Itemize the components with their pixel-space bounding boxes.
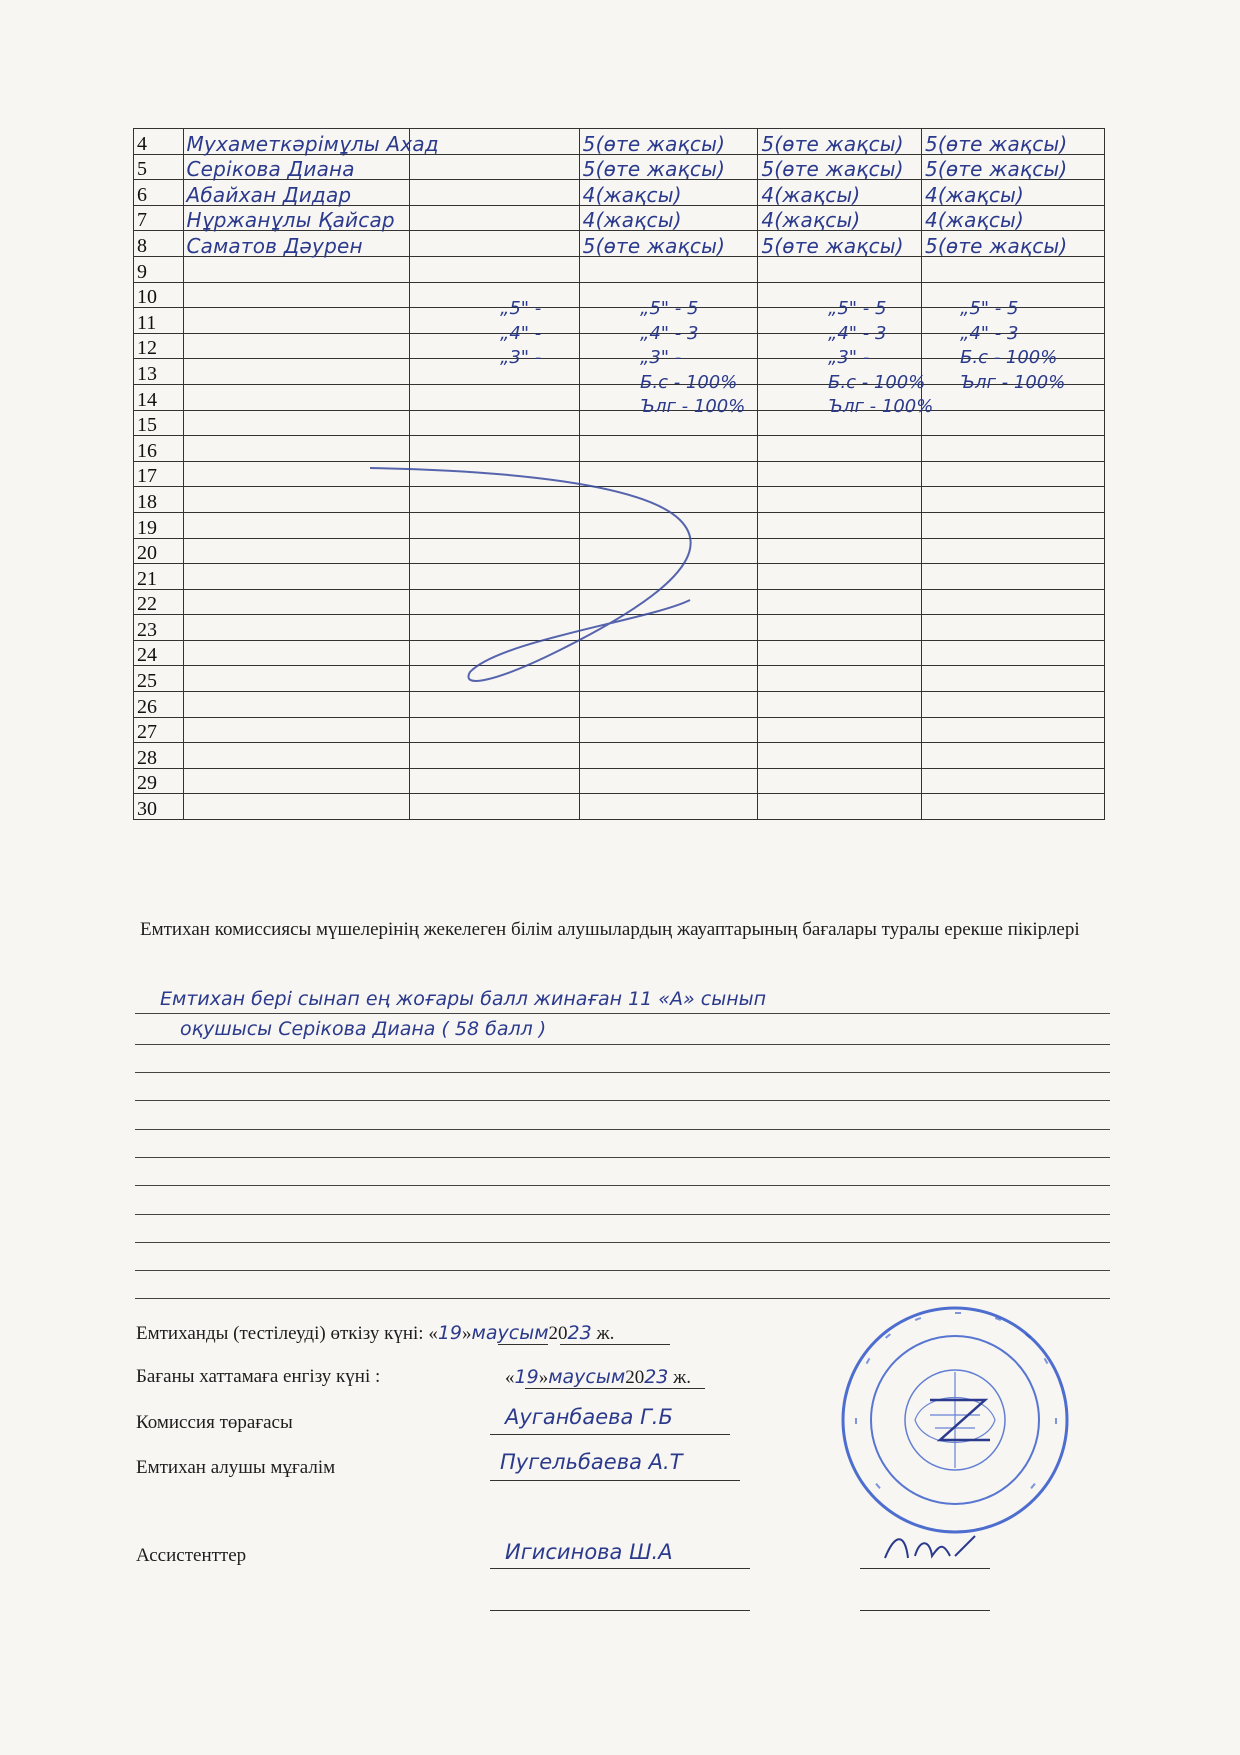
student-name: Мухаметкәрімұлы Ахад: [183, 129, 409, 155]
exam-month: маусым: [471, 1322, 549, 1344]
student-name: Нұржанұлы Қайсар: [183, 205, 409, 231]
teacher-underline: [490, 1480, 740, 1481]
grade-cell: 4(жақсы): [579, 205, 758, 231]
grade-cell: 4(жақсы): [758, 180, 922, 206]
row-number: 24: [134, 640, 184, 666]
comment-rule: [135, 1072, 1110, 1073]
row-number: 18: [134, 487, 184, 513]
row-number: 16: [134, 436, 184, 462]
grade-cell: 5(өте жақсы): [921, 154, 1104, 180]
chair-signature: Ауганбаева Г.Б: [505, 1405, 673, 1429]
row-number: 5: [134, 154, 184, 180]
student-name: Серікова Диана: [183, 154, 409, 180]
summary-entry: „5" -: [500, 298, 542, 319]
summary-entry: „5" - 5: [960, 298, 1019, 319]
grade-cell: 4(жақсы): [758, 205, 922, 231]
assistant-underline-3: [490, 1610, 750, 1611]
row-number: 21: [134, 564, 184, 590]
row-number: 6: [134, 180, 184, 206]
row-number: 7: [134, 205, 184, 231]
comment-rule: [135, 1242, 1110, 1243]
exam-day: 19: [437, 1322, 463, 1344]
row-number: 12: [134, 333, 184, 359]
row-number: 20: [134, 538, 184, 564]
entry-day: 19: [514, 1366, 539, 1388]
entry-date-value: «19»маусым2023 ж.: [505, 1366, 692, 1388]
row-number: 23: [134, 615, 184, 641]
comment-rule: [135, 1270, 1110, 1271]
row-number: 26: [134, 692, 184, 718]
row-number: 30: [134, 794, 184, 820]
grade-cell: 5(өте жақсы): [921, 231, 1104, 257]
entry-date-underline: [525, 1388, 705, 1389]
summary-entry: „4" -: [500, 322, 542, 344]
row-number: 4: [134, 129, 184, 155]
summary-entry: Ълг - 100%: [640, 396, 746, 418]
row-number: 17: [134, 461, 184, 487]
official-stamp: [835, 1300, 1075, 1540]
row-number: 8: [134, 231, 184, 257]
summary-entry: „3" -: [500, 347, 542, 369]
grade-cell: 5(өте жақсы): [921, 129, 1104, 155]
grade-cell: 5(өте жақсы): [758, 154, 922, 180]
assistant-underline-4: [860, 1610, 990, 1611]
summary-entry: Б.с - 100%: [640, 371, 738, 393]
grade-cell: 4(жақсы): [921, 180, 1104, 206]
assistant-underline-2: [860, 1568, 990, 1569]
grade-cell: 5(өте жақсы): [579, 129, 758, 155]
comment-rule: [135, 1100, 1110, 1101]
summary-entry: Ълг - 100%: [828, 396, 934, 418]
row-number: 22: [134, 589, 184, 615]
exam-date-label: Емтиханды (тестілеуді) өткізу күні: «19»маусым2023 ж.: [136, 1322, 615, 1344]
grade-cell: 5(өте жақсы): [758, 231, 922, 257]
row-number: 27: [134, 717, 184, 743]
grade-cell: 5(өте жақсы): [758, 129, 922, 155]
entry-month: маусым: [548, 1366, 626, 1388]
entry-date-label: Бағаны хаттамаға енгізу күні :: [136, 1366, 381, 1387]
comment-rule: [135, 1157, 1110, 1158]
assistant-underline-1: [490, 1568, 750, 1569]
summary-entry: „4" - 3: [828, 322, 887, 344]
row-number: 15: [134, 410, 184, 436]
summary-entry: „3" -: [828, 347, 870, 369]
row-number: 14: [134, 384, 184, 410]
grade-cell: 4(жақсы): [579, 180, 758, 206]
summary-entry: Б.с - 100%: [960, 347, 1058, 369]
comment-rule: [135, 1214, 1110, 1215]
row-number: 13: [134, 359, 184, 385]
exam-month-underline: [560, 1344, 670, 1345]
row-number: 9: [134, 256, 184, 282]
summary-entry: „4" - 3: [640, 322, 699, 344]
comment-rule: [135, 1013, 1110, 1014]
entry-year: 23: [644, 1366, 669, 1388]
teacher-signature: Пугельбаева А.Т: [500, 1450, 683, 1474]
exam-year: 23: [567, 1322, 592, 1344]
student-name: Саматов Дәурен: [183, 231, 409, 257]
row-number: 28: [134, 743, 184, 769]
row-number: 25: [134, 666, 184, 692]
comment-rule: [135, 1044, 1110, 1045]
grade-cell: 5(өте жақсы): [579, 231, 758, 257]
summary-entry: „5" - 5: [640, 298, 699, 319]
row-number: 29: [134, 768, 184, 794]
row-number: 11: [134, 308, 184, 334]
summary-entry: Ълг - 100%: [960, 371, 1066, 393]
summary-entry: „3" -: [640, 347, 682, 369]
assistant-signature: Игисинова Ш.А: [505, 1540, 673, 1564]
grade-cell: 5(өте жақсы): [579, 154, 758, 180]
chair-underline: [490, 1434, 730, 1435]
assistants-label: Ассистенттер: [136, 1545, 247, 1566]
summary-entry: „5" - 5: [828, 298, 887, 319]
comment-rule: [135, 1129, 1110, 1130]
comment-line-1: Емтихан бері сынап ең жоғары балл жинаған 11 «А» сынып: [160, 988, 767, 1010]
row-number: 10: [134, 282, 184, 308]
exam-day-underline: [498, 1344, 548, 1345]
comment-rule: [135, 1298, 1110, 1299]
comment-line-2: оқушысы Серікова Диана ( 58 балл ): [180, 1018, 547, 1040]
student-name: Абайхан Дидар: [183, 180, 409, 206]
teacher-label: Емтихан алушы мұғалім: [136, 1457, 336, 1478]
comment-rule: [135, 1185, 1110, 1186]
row-number: 19: [134, 512, 184, 538]
summary-entry: Б.с - 100%: [828, 371, 926, 393]
summary-entry: „4" - 3: [960, 322, 1019, 344]
comments-title: Емтихан комиссиясы мүшелерінің жекелеген білім алушылардың жауаптарының бағалары туралы ерекше пікірлері: [140, 919, 1080, 940]
grade-cell: 4(жақсы): [921, 205, 1104, 231]
chair-label: Комиссия төрағасы: [136, 1412, 293, 1433]
